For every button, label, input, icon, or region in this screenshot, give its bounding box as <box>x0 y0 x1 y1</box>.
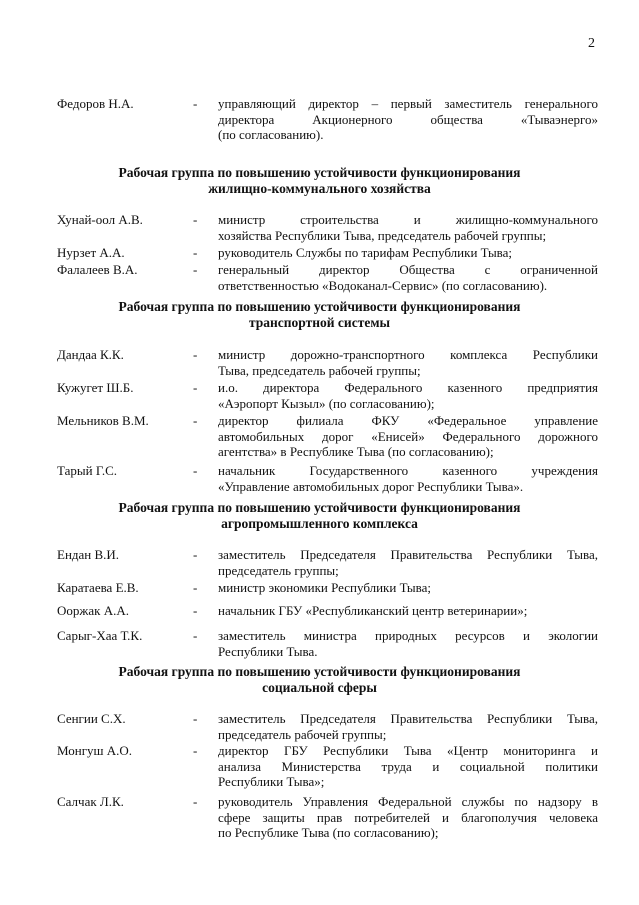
member-name: Салчак Л.К. <box>57 794 124 809</box>
section-heading-line: Рабочая группа по повышению устойчивости функционирования <box>118 165 521 180</box>
member-role-line: начальник ГБУ «Республиканский центр ветеринарии»; <box>218 603 528 618</box>
member-role <box>218 262 598 293</box>
member-role <box>218 794 598 841</box>
member-role-line: сфере защиты прав потребителей и благополучия человека <box>218 809 598 825</box>
section-heading-line: социальной сферы <box>262 679 377 695</box>
section-heading-line: Рабочая группа по повышению устойчивости функционирования <box>118 299 521 314</box>
member-name: Ооржак А.А. <box>57 603 129 618</box>
member-role-line: министр экономики Республики Тыва; <box>218 580 431 595</box>
member-role-line: Республики Тыва»; <box>218 774 325 790</box>
member-role-line: управляющий директор – первый заместитель генерального <box>218 96 598 111</box>
member-role <box>218 245 598 261</box>
section-heading-line: транспортной системы <box>248 314 391 330</box>
member-role-line: генеральный директор Общества с ограниченной <box>218 262 598 277</box>
member-role <box>218 547 598 578</box>
member-role-line: заместитель Председателя Правительства Республики Тыва, <box>218 547 598 562</box>
member-name: Монгуш А.О. <box>57 743 133 758</box>
member-name: Каратаева Е.В. <box>57 580 139 595</box>
member-role-line: хозяйства Республики Тыва, председатель рабочей группы; <box>218 227 547 243</box>
member-role-line: председатель рабочей группы; <box>218 726 387 742</box>
member-role <box>218 347 598 378</box>
member-role <box>218 212 598 243</box>
member-name: Дандаа К.К. <box>57 347 124 362</box>
member-role-line: заместитель Председателя Правительства Республики Тыва, <box>218 711 598 726</box>
member-role-line: директор филиала ФКУ «Федеральное управление <box>218 413 598 428</box>
member-name: Хунай-оол А.В. <box>57 212 143 227</box>
dash-separator: - <box>193 603 198 618</box>
section-heading-line: Рабочая группа по повышению устойчивости функционирования <box>118 500 521 515</box>
dash-separator: - <box>193 262 198 277</box>
member-name: Мельников В.М. <box>57 413 149 428</box>
member-name: Ендан В.И. <box>57 547 120 562</box>
section-heading <box>0 500 639 531</box>
dash-separator: - <box>193 380 198 395</box>
member-role-line: Тыва, председатель рабочей группы; <box>218 362 421 378</box>
section-heading <box>0 165 639 196</box>
member-name: Нурзет А.А. <box>57 245 125 260</box>
section-heading <box>0 299 639 330</box>
member-role <box>218 580 598 596</box>
dash-separator: - <box>193 628 198 643</box>
member-role <box>218 463 598 494</box>
member-name: Тарый Г.С. <box>57 463 118 478</box>
member-role-line: директор ГБУ Республики Тыва «Центр мониторинга и <box>218 743 598 758</box>
dash-separator: - <box>193 347 198 362</box>
member-role-line: анализа Министерства труда и социальной политики <box>218 758 598 774</box>
member-role-line: руководитель Службы по тарифам Республики Тыва; <box>218 245 513 260</box>
member-name: Фалалеев В.А. <box>57 262 138 277</box>
member-role-line: по Республике Тыва (по согласованию); <box>218 825 439 841</box>
member-role <box>218 603 598 619</box>
section-heading-line: агропромышленного комплекса <box>221 515 418 531</box>
member-role-line: председатель группы; <box>218 562 339 578</box>
member-role <box>218 380 598 411</box>
member-name: Сарыг-Хаа Т.К. <box>57 628 143 643</box>
dash-separator: - <box>193 463 198 478</box>
member-role <box>218 711 598 742</box>
page-number: 2 <box>588 36 595 51</box>
member-role-line: заместитель министра природных ресурсов и экологии <box>218 628 598 643</box>
dash-separator: - <box>193 711 198 726</box>
member-role <box>218 96 598 143</box>
member-role <box>218 413 598 460</box>
member-role <box>218 628 598 659</box>
section-heading-line: Рабочая группа по повышению устойчивости функционирования <box>118 664 521 679</box>
dash-separator: - <box>193 580 198 595</box>
member-role-line: Республики Тыва. <box>218 643 318 659</box>
member-name: Федоров Н.А. <box>57 96 134 111</box>
section-heading <box>0 664 639 695</box>
dash-separator: - <box>193 413 198 428</box>
member-role <box>218 743 598 790</box>
dash-separator: - <box>193 96 198 111</box>
member-role-line: «Аэропорт Кызыл» (по согласованию); <box>218 395 435 411</box>
member-name: Сенгии С.Х. <box>57 711 126 726</box>
member-role-line: (по согласованию). <box>218 127 324 143</box>
member-role-line: министр дорожно-транспортного комплекса Республики <box>218 347 598 362</box>
dash-separator: - <box>193 547 198 562</box>
dash-separator: - <box>193 794 198 809</box>
member-role-line: начальник Государственного казенного учреждения <box>218 463 598 478</box>
dash-separator: - <box>193 743 198 758</box>
section-heading-line: жилищно-коммунального хозяйства <box>208 180 431 196</box>
member-role-line: агентства» в Республике Тыва (по согласованию); <box>218 444 494 460</box>
member-role-line: руководитель Управления Федеральной службы по надзору в <box>218 794 598 809</box>
dash-separator: - <box>193 212 198 227</box>
dash-separator: - <box>193 245 198 260</box>
member-role-line: директора Акционерного общества «Тываэнерго» <box>218 111 598 127</box>
member-role-line: и.о. директора Федерального казенного предприятия <box>218 380 598 395</box>
member-role-line: ответственностью «Водоканал-Сервис» (по согласованию). <box>218 277 548 293</box>
member-role-line: «Управление автомобильных дорог Республики Тыва». <box>218 478 524 494</box>
member-name: Кужугет Ш.Б. <box>57 380 134 395</box>
member-role-line: автомобильных дорог «Енисей» Федерального дорожного <box>218 428 598 444</box>
member-role-line: министр строительства и жилищно-коммунального <box>218 212 598 227</box>
